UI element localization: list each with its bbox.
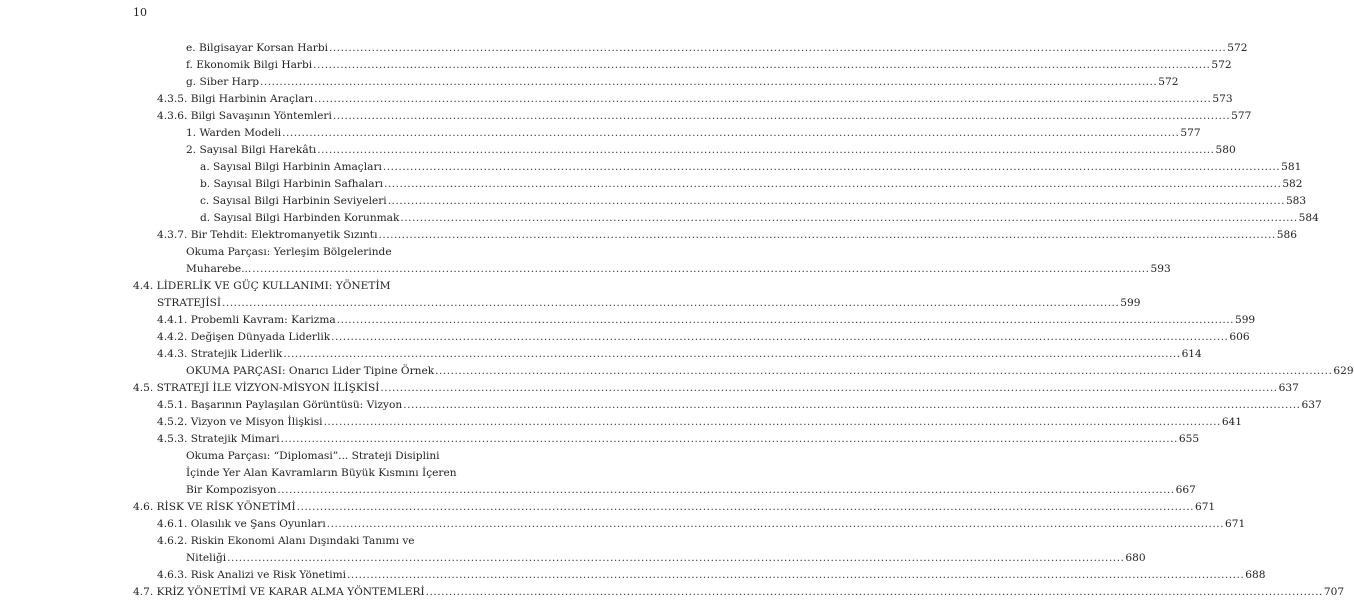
- toc-entry: Muharebe... ..... 593: [186, 261, 464, 277]
- toc-entry: 4.3.6. Bilgi Savaşının Yöntemleri ..... 577: [157, 108, 464, 124]
- toc-entry-line: 4.6.2. Riskin Ekonomi Alanı Dışındaki Tanımı ve: [157, 535, 415, 547]
- toc-entry: Niteliği ..... 680: [186, 550, 464, 566]
- toc-entry: 4.5.3. Stratejik Mimari ..... 655: [157, 431, 464, 447]
- toc-entry: a. Sayısal Bilgi Harbinin Amaçları ..... 581: [200, 159, 464, 175]
- toc-section: 4.6. RİSK VE RİSK YÖNETİMİ ..... 671: [133, 499, 464, 515]
- page-number: 10: [133, 6, 147, 19]
- toc-section: 4.5. STRATEJİ İLE VİZYON-MİSYON İLİŞKİSİ ..... 637: [133, 380, 464, 396]
- toc-entry: OKUMA PARÇASI: Onarıcı Lider Tipine Örnek ..... 629: [186, 363, 464, 379]
- toc-section: 4.7. KRİZ YÖNETİMİ VE KARAR ALMA YÖNTEMLERİ ..... 707: [133, 584, 464, 600]
- toc-entry: 4.6.3. Risk Analizi ve Risk Yönetimi ..... 688: [157, 567, 464, 583]
- toc-entry: d. Sayısal Bilgi Harbinden Korunmak ..... 584: [200, 210, 464, 226]
- toc-entry: e. Bilgisayar Korsan Harbi ..... 572: [186, 40, 464, 56]
- toc-entry: 4.4.2. Değişen Dünyada Liderlik ..... 606: [157, 329, 464, 345]
- toc-entry-line: Okuma Parçası: “Diplomasi”... Strateji Disiplini: [186, 450, 440, 462]
- toc-entry: Bir Kompozisyon ..... 667: [186, 482, 464, 498]
- toc-entry: 1. Warden Modeli ..... 577: [186, 125, 464, 141]
- toc-entry: 4.3.7. Bir Tehdit: Elektromanyetik Sızıntı ..... 586: [157, 227, 464, 243]
- toc-entry: STRATEJİSİ ..... 599: [157, 295, 464, 311]
- toc-entry: 4.3.5. Bilgi Harbinin Araçları ..... 573: [157, 91, 464, 107]
- toc-entry: 4.4.1. Probemli Kavram: Karizma ..... 599: [157, 312, 464, 328]
- toc-entry-line: Okuma Parçası: Yerleşim Bölgelerinde: [186, 246, 392, 258]
- toc-entry: 2. Sayısal Bilgi Harekâtı ..... 580: [186, 142, 464, 158]
- toc-entry: c. Sayısal Bilgi Harbinin Seviyeleri ..... 583: [200, 193, 464, 209]
- toc-entry: 4.5.1. Başarının Paylaşılan Görüntüsü: Vizyon ..... 637: [157, 397, 464, 413]
- toc-entry: b. Sayısal Bilgi Harbinin Safhaları ..... 582: [200, 176, 464, 192]
- toc-entry-line: İçinde Yer Alan Kavramların Büyük Kısmını İçeren: [186, 467, 457, 479]
- toc-section-line: 4.4. LİDERLİK VE GÜÇ KULLANIMI: YÖNETİM: [133, 280, 391, 292]
- toc-entry: f. Ekonomik Bilgi Harbi ..... 572: [186, 57, 464, 73]
- toc-entry: 4.6.1. Olasılık ve Şans Oyunları ..... 671: [157, 516, 464, 532]
- toc-entry: 4.4.3. Stratejik Liderlik ..... 614: [157, 346, 464, 362]
- toc-entry: 4.5.2. Vizyon ve Misyon İlişkisi ..... 641: [157, 414, 464, 430]
- toc-entry: g. Siber Harp ..... 572: [186, 74, 464, 90]
